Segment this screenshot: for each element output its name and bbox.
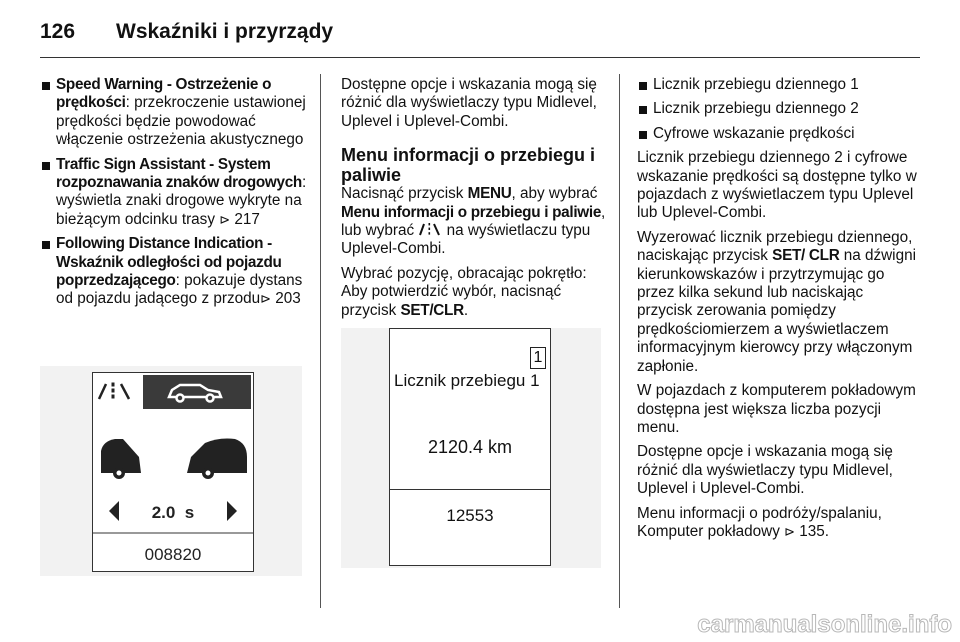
bullet-traffic-sign (40, 156, 312, 230)
distance-value: 2.0 s (151, 503, 195, 522)
arrow-right-icon[interactable] (227, 501, 237, 521)
column-divider-2 (619, 74, 620, 608)
header-divider (40, 57, 920, 58)
text-run: . (463, 301, 469, 319)
left-column (40, 76, 312, 315)
odometer-value: 008820 (144, 545, 202, 564)
display-panel (92, 372, 254, 572)
bullet-speed-warning (40, 76, 312, 150)
reference-paragraph (637, 505, 919, 542)
page-ref-arrow-icon: ⊳ (260, 291, 272, 307)
menu-instruction-paragraph (341, 185, 607, 259)
page-title: Wskaźniki i przyrządy (116, 20, 334, 43)
trip-menu-icon (418, 222, 442, 236)
page-ref-link[interactable]: 203 (275, 290, 301, 308)
list-item: Licznik przebiegu dziennego 2 (637, 100, 919, 118)
bullet-following-distance (40, 235, 312, 309)
text-run: na wyświetlaczu typu Uplevel-Combi. (341, 222, 591, 258)
page-ref-link[interactable]: 135 (799, 522, 825, 540)
reset-paragraph (637, 229, 919, 376)
column-divider-1 (320, 74, 321, 608)
page-ref-link[interactable]: 217 (234, 210, 260, 228)
trip-menu-icon (99, 383, 129, 399)
trip-info-figure (341, 328, 601, 568)
text-run: Nacisnąć przycisk (341, 185, 468, 203)
arrow-left-icon[interactable] (109, 501, 119, 521)
text-run: , lub wybrać (341, 203, 606, 240)
menu-button-label: MENU (467, 185, 512, 203)
bullet-term: Speed Warning - Ostrzeżenie o prędkości (56, 76, 272, 112)
text-run: . (824, 522, 830, 540)
right-column (637, 76, 919, 547)
text-run: Wyzerować licznik przebiegu dziennego, naciskając przycisk (637, 228, 913, 265)
availability-paragraph: Licznik przebiegu dziennego 2 i cyfrowe wskazanie prędkości są dostępne tylko w pojazdach z wyświetlaczem typu Uplevel lub Uplevel-Combi. (637, 149, 917, 222)
page-ref-arrow-icon: ⊳ (219, 211, 231, 227)
bullet-term: Following Distance Indication - Wskaźnik odległości od pojazdu poprzedzającego (56, 235, 282, 290)
front-car-icon (187, 439, 247, 480)
set-clr-label: SET/ CLR (772, 247, 840, 265)
variants-paragraph: Dostępne opcje i wskazania mogą się różnić dla wyświetlaczy typu Midlevel, Uplevel i Uplevel-Combi. (637, 443, 893, 498)
display-divider (390, 489, 550, 490)
text-run: , aby wybrać (511, 185, 598, 203)
list-item: Cyfrowe wskazanie prędkości (637, 125, 919, 143)
rear-car-icon (101, 439, 141, 479)
trip-number-badge: 1 (530, 347, 546, 369)
watermark-text: carmanualsonline.info (697, 611, 952, 638)
text-run: na dźwigni kierunkowskazów i przytrzymując go przez kilka sekund lub naciskając przycisk zerowania pomiędzy prędkościomierzem a wyświetlaczem informacyjnym kierowcy przy włączonym zapłonie. (637, 247, 916, 375)
computer-paragraph: W pojazdach z komputerem pokładowym dostępna jest większa liczba pozycji menu. (637, 382, 916, 436)
text-run: Wybrać pozycję, obracając pokrętło: Aby potwierdzić wybór, nacisnąć przycisk (341, 264, 587, 319)
bullet-term: Traffic Sign Assistant - System rozpoznawania znaków drogowych (56, 155, 302, 192)
bullet-text: : pokazuje dystans od pojazdu jadącego z przodu (56, 272, 303, 308)
bullet-text: : przekroczenie ustawionej prędkości będzie powodować włączenie ostrzeżenia akustycznego (56, 94, 306, 149)
intro-paragraph: Dostępne opcje i wskazania mogą się różnić dla wyświetlaczy typu Midlevel, Uplevel i Uplevel-Combi. (341, 76, 597, 130)
trip-km-value: 2120.4 km (427, 437, 513, 457)
display-panel (389, 328, 551, 566)
odometer-value: 12553 (446, 506, 494, 525)
select-instruction-paragraph (341, 265, 607, 320)
middle-column (341, 76, 607, 326)
page-header (40, 12, 920, 52)
page-number: 126 (40, 20, 76, 43)
set-clr-label: SET/CLR (400, 301, 464, 319)
vehicle-tab-highlight (143, 375, 251, 409)
distance-indicator-figure (40, 366, 302, 576)
page-ref-arrow-icon: ⊳ (784, 523, 796, 539)
list-item: Licznik przebiegu dziennego 1 (637, 76, 919, 94)
bullet-text: : wyświetla znaki drogowe wykryte na bieżącym odcinku trasy (56, 174, 307, 228)
watermark (0, 610, 960, 638)
section-heading: Menu informacji o przebiegu i paliwie (341, 145, 596, 186)
trip-label: Licznik przebiegu 1 (394, 371, 540, 390)
text-run: Menu informacji o podróży/spalaniu, Komputer pokładowy (637, 504, 882, 540)
menu-name-label: Menu informacji o przebiegu i paliwie (341, 203, 602, 221)
